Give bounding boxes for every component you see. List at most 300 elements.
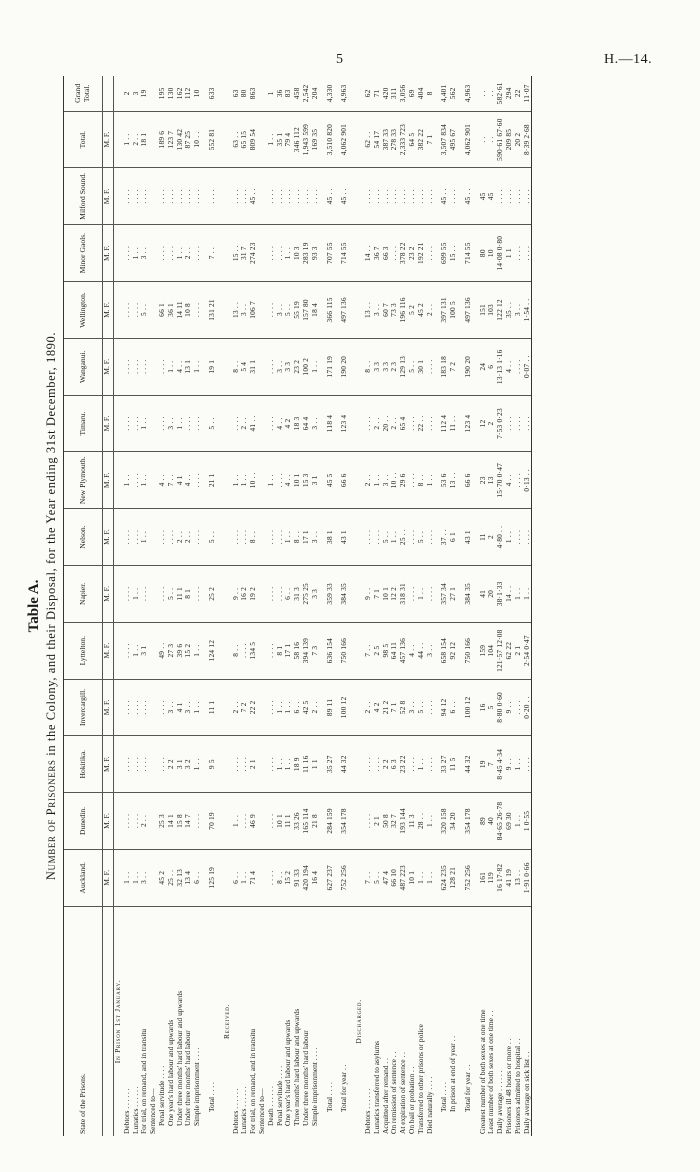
table-cell: 590·61 67·60 bbox=[496, 111, 505, 168]
table-cell: 1 . . bbox=[167, 338, 176, 395]
table-cell: 47 4 bbox=[382, 849, 391, 906]
table-cell: . . . . bbox=[267, 679, 276, 736]
table-cell: . . . . bbox=[426, 338, 435, 395]
document-code: H.—14. bbox=[604, 52, 653, 67]
table-cell: 40 bbox=[487, 793, 496, 850]
table-cell: 50 8 bbox=[382, 793, 391, 850]
table-row bbox=[408, 76, 417, 1136]
table-cell: 1,943 599 bbox=[302, 111, 311, 168]
row-label: One year's hard labour and upwards bbox=[283, 1019, 293, 1126]
table-cell: 129 13 bbox=[399, 338, 408, 395]
table-cell: 25 . . bbox=[399, 509, 408, 566]
table-cell: 5 . . bbox=[417, 679, 426, 736]
column-header-grand-total: Grand Total. bbox=[64, 76, 103, 111]
table-cell: 24 bbox=[479, 338, 488, 395]
table-cell: . . . . bbox=[184, 168, 193, 225]
table-cell: . . . . bbox=[364, 736, 373, 793]
table-cell: . . . . bbox=[514, 168, 523, 225]
table-cell: 15 . . bbox=[232, 225, 241, 282]
table-cell: 10 bbox=[193, 76, 202, 111]
row-label: Total for year . . bbox=[462, 1064, 472, 1112]
mf-subheader-row bbox=[103, 76, 114, 1136]
table-cell: 8 bbox=[426, 76, 435, 111]
table-cell: . . . . bbox=[399, 168, 408, 225]
table-cell: . . . . bbox=[426, 225, 435, 282]
table-cell: 21 2 bbox=[382, 679, 391, 736]
page-number: 5 bbox=[336, 52, 343, 67]
table-cell: 8 . . bbox=[276, 849, 285, 906]
table-cell: . . . . bbox=[132, 793, 141, 850]
table-cell: . . . . bbox=[514, 225, 523, 282]
table-cell: 3 bbox=[132, 76, 141, 111]
table-cell: 7 . . bbox=[208, 225, 217, 282]
table-cell: 1 . . bbox=[417, 565, 426, 622]
table-cell: 354 178 bbox=[340, 793, 349, 850]
row-label: Debtors . . . . . . bbox=[121, 1088, 131, 1134]
table-cell: . . . . bbox=[176, 168, 185, 225]
table-cell: 0·20 . . bbox=[523, 679, 532, 736]
table-cell: 100 12 bbox=[464, 679, 473, 736]
mf-label: M. F. bbox=[103, 282, 114, 339]
table-cell: 2,542 bbox=[302, 76, 311, 111]
table-cell: 3 3 bbox=[373, 338, 382, 395]
table-cell: 6 . . bbox=[284, 565, 293, 622]
table-cell: . . . . bbox=[132, 509, 141, 566]
table-cell: 1 0·55 bbox=[523, 793, 532, 850]
row-label: Least number of both sexes at one time . . bbox=[486, 1010, 496, 1134]
table-cell: 1 . . bbox=[140, 395, 149, 452]
table-cell: . . . . bbox=[426, 679, 435, 736]
table-cell: 1 . . bbox=[276, 679, 285, 736]
table-cell: 41 19 bbox=[505, 849, 514, 906]
table-cell: 6 3 bbox=[390, 736, 399, 793]
table-cell: 3 . . bbox=[140, 849, 149, 906]
table-cell: 89 11 bbox=[326, 679, 335, 736]
table-cell: 14 7 bbox=[184, 793, 193, 850]
table-cell: 1 . . bbox=[176, 225, 185, 282]
header-row bbox=[64, 76, 103, 1136]
table-cell: 1 . . bbox=[132, 565, 141, 622]
table-cell: 44 32 bbox=[340, 736, 349, 793]
table-cell: 1 . . bbox=[284, 679, 293, 736]
table-cell: 100 12 bbox=[340, 679, 349, 736]
table-cell: 4 . . bbox=[505, 338, 514, 395]
table-row bbox=[267, 76, 276, 1136]
table-cell: . . . . bbox=[132, 282, 141, 339]
table-cell: 7 3 bbox=[311, 622, 320, 679]
table-cell: 863 bbox=[249, 76, 258, 111]
row-label: Total . . . . bbox=[206, 1082, 216, 1112]
row-label: On remission of sentence . . bbox=[389, 1051, 399, 1134]
table-cell: 8 . . bbox=[364, 338, 373, 395]
table-cell: 89 bbox=[479, 793, 488, 850]
mf-label: M. F. bbox=[103, 793, 114, 850]
table-cell: 3 . . bbox=[167, 679, 176, 736]
caption-rest: in the Colony, and their Disposal, for the Year ending 31st December, 1890. bbox=[44, 331, 58, 760]
table-cell: . . . . bbox=[123, 395, 132, 452]
table-cell: . . . . bbox=[158, 395, 167, 452]
row-label: Lunatics . . . . . . bbox=[239, 1086, 249, 1134]
table-cell: 204 bbox=[311, 76, 320, 111]
table-cell: . . . . bbox=[276, 168, 285, 225]
table-cell: 11 3 bbox=[408, 793, 417, 850]
table-row bbox=[505, 76, 514, 1136]
table-cell: 36 7 bbox=[373, 225, 382, 282]
table-cell: 87 25 bbox=[184, 111, 193, 168]
table-cell: 45 . . bbox=[249, 168, 258, 225]
table-row bbox=[276, 76, 285, 1136]
table-cell: 6 . . bbox=[449, 679, 458, 736]
table-cell: . . . . bbox=[158, 679, 167, 736]
table-cell: 2 bbox=[487, 509, 496, 566]
caption-smallcaps: Number of Prisoners bbox=[44, 759, 58, 881]
table-cell: 3,507 834 bbox=[440, 111, 449, 168]
table-cell: . . . . bbox=[523, 225, 532, 282]
table-cell: 3 1 bbox=[176, 736, 185, 793]
table-cell: 497 136 bbox=[464, 282, 473, 339]
table-cell: 73 3 bbox=[390, 282, 399, 339]
row-label: Greatest number of both sexes at one time bbox=[477, 1009, 487, 1134]
table-cell: . . . . bbox=[505, 168, 514, 225]
table-cell: . . . . bbox=[140, 565, 149, 622]
table-cell: 37 . . bbox=[440, 509, 449, 566]
table-cell: 7 . . bbox=[364, 622, 373, 679]
table-cell: 8 . . bbox=[417, 452, 426, 509]
table-cell: 3 . . bbox=[184, 679, 193, 736]
table-cell: 3 . . bbox=[167, 395, 176, 452]
table-cell: 10 . . bbox=[193, 111, 202, 168]
table-cell: . . . . bbox=[267, 736, 276, 793]
table-cell: 64 5 bbox=[408, 111, 417, 168]
table-row bbox=[523, 76, 532, 1136]
table-cell: 1 . . bbox=[132, 225, 141, 282]
table-cell: . . . . bbox=[390, 168, 399, 225]
table-cell: 15 . . bbox=[449, 225, 458, 282]
table-cell: 3 . . bbox=[276, 282, 285, 339]
table-cell: 2 5 bbox=[373, 622, 382, 679]
table-cell: 13·13 1·16 bbox=[496, 338, 505, 395]
table-cell: 157 80 bbox=[302, 282, 311, 339]
row-label: For trial, on remand, and in transitu bbox=[139, 1028, 149, 1134]
table-cell: 10 8 bbox=[184, 282, 193, 339]
mf-label: M. F. bbox=[103, 338, 114, 395]
table-cell: 52 8 bbox=[399, 679, 408, 736]
table-cell: . . . . bbox=[123, 509, 132, 566]
table-row bbox=[284, 76, 293, 1136]
table-cell: 12 2 bbox=[390, 565, 399, 622]
table-cell: 5 2 bbox=[408, 282, 417, 339]
table-cell: 31 7 bbox=[240, 225, 249, 282]
row-label: Acquitted after remand . . bbox=[380, 1058, 390, 1134]
table-cell: 15 2 bbox=[184, 622, 193, 679]
table-cell: 209 85 bbox=[505, 111, 514, 168]
table-cell: 190 20 bbox=[464, 338, 473, 395]
table-cell: 7·53 0·23 bbox=[496, 395, 505, 452]
row-label: On bail or probation . . bbox=[406, 1066, 416, 1134]
table-cell: 378 22 bbox=[399, 225, 408, 282]
table-cell: 55 19 bbox=[293, 282, 302, 339]
table-cell: 41 . . bbox=[249, 395, 258, 452]
table-cell: 3 3 bbox=[311, 565, 320, 622]
table-cell: 5 . . bbox=[140, 282, 149, 339]
table-cell: 394 139 bbox=[302, 622, 311, 679]
table-cell: 45 2 bbox=[417, 282, 426, 339]
table-cell: . . . . bbox=[505, 395, 514, 452]
table-cell: 809 54 bbox=[249, 111, 258, 168]
table-cell: . . . . bbox=[267, 793, 276, 850]
table-cell: 123 4 bbox=[340, 395, 349, 452]
table-cell: . . . . bbox=[496, 168, 505, 225]
table-cell: 195 bbox=[158, 76, 167, 111]
table-cell: 1·54 . . bbox=[523, 282, 532, 339]
rotated-table-sheet bbox=[25, 76, 645, 1136]
table-cell: . . . . bbox=[240, 736, 249, 793]
column-header-prison: New Plymouth. bbox=[64, 452, 103, 509]
table-cell: 23 bbox=[479, 452, 488, 509]
section-heading-jan-label: In Prison 1st January. bbox=[113, 979, 122, 1064]
table-cell: 397 131 bbox=[440, 282, 449, 339]
table-cell: 278 33 bbox=[390, 111, 399, 168]
table-cell: 22 2 bbox=[249, 679, 258, 736]
table-cell: . . . . bbox=[232, 509, 241, 566]
table-cell: 58 16 bbox=[293, 622, 302, 679]
table-cell: 1 . . bbox=[140, 452, 149, 509]
mf-label: M. F. bbox=[103, 565, 114, 622]
table-cell: 16 bbox=[479, 679, 488, 736]
table-cell: . . . . bbox=[364, 395, 373, 452]
row-label: Death . . . . . . bbox=[265, 1086, 275, 1126]
row-label: Penal servitude . . . . bbox=[156, 1065, 166, 1126]
row-label: Penal servitude . . . . bbox=[274, 1065, 284, 1126]
table-cell: 31 1 bbox=[249, 338, 258, 395]
table-cell: 93 3 bbox=[311, 225, 320, 282]
table-cell: 119 bbox=[487, 849, 496, 906]
table-cell: 458 bbox=[293, 76, 302, 111]
table-cell: 2 . . bbox=[390, 395, 399, 452]
table-cell: 1 . . bbox=[232, 452, 241, 509]
table-cell: 13 . . bbox=[232, 282, 241, 339]
table-cell: 6 . . bbox=[293, 679, 302, 736]
table-cell: 80 bbox=[240, 76, 249, 111]
mf-label: M. F. bbox=[103, 736, 114, 793]
table-cell: 42 5 bbox=[302, 679, 311, 736]
table-cell: 12 bbox=[479, 395, 488, 452]
table-cell: . . . . bbox=[193, 282, 202, 339]
table-cell: 1 . . bbox=[132, 622, 141, 679]
table-cell: 151 bbox=[479, 282, 488, 339]
table-cell: 130 42 bbox=[176, 111, 185, 168]
table-cell: . . . . bbox=[240, 168, 249, 225]
table-cell: . . . . bbox=[426, 736, 435, 793]
table-cell: . . . . bbox=[364, 793, 373, 850]
table-cell: . . . . bbox=[267, 849, 276, 906]
table-cell: 1 . . bbox=[232, 793, 241, 850]
table-cell: 45 bbox=[487, 168, 496, 225]
table-cell: . . . . bbox=[123, 168, 132, 225]
table-cell: 36 bbox=[276, 76, 285, 111]
table-cell: 2 1 bbox=[249, 736, 258, 793]
table-cell: 22 bbox=[514, 76, 523, 111]
table-cell: 192 21 bbox=[417, 225, 426, 282]
table-cell: . . . . bbox=[158, 338, 167, 395]
table-row bbox=[417, 76, 426, 1136]
table-row bbox=[464, 76, 473, 1136]
table-cell: 1 . . bbox=[311, 338, 320, 395]
table-cell: 71 4 bbox=[249, 849, 258, 906]
table-cell: 15 2 bbox=[284, 849, 293, 906]
table-row bbox=[132, 76, 141, 1136]
row-label: Total . . . . bbox=[439, 1082, 449, 1112]
table-cell: 2 . . bbox=[184, 225, 193, 282]
table-cell: 318 31 bbox=[399, 565, 408, 622]
table-cell: 25 . . bbox=[167, 849, 176, 906]
mf-label: M. F. bbox=[103, 849, 114, 906]
table-cell: 354 178 bbox=[464, 793, 473, 850]
table-cell: 4 . . bbox=[184, 452, 193, 509]
row-label: Prisoners admitted to hospital . . bbox=[512, 1038, 522, 1134]
table-cell: . . . . bbox=[267, 282, 276, 339]
table-cell: . . . . bbox=[140, 168, 149, 225]
table-cell: 10 . . bbox=[390, 452, 399, 509]
mf-label: M. F. bbox=[103, 622, 114, 679]
table-cell: 750 166 bbox=[340, 622, 349, 679]
table-cell: . . . . bbox=[382, 168, 391, 225]
table-cell: 19 bbox=[479, 736, 488, 793]
table-cell: . . . . bbox=[523, 509, 532, 566]
table-cell: 14 . . bbox=[505, 565, 514, 622]
table-cell: 2 . . bbox=[232, 679, 241, 736]
table-cell: 10 1 bbox=[276, 793, 285, 850]
table-row bbox=[149, 76, 158, 1136]
table-cell: . . . . bbox=[193, 452, 202, 509]
table-cell: 4,963 bbox=[340, 76, 349, 111]
table-cell: . . . . bbox=[284, 168, 293, 225]
table-cell: 45 . . bbox=[340, 168, 349, 225]
table-cell: 94 12 bbox=[440, 679, 449, 736]
column-header-prison: Dunedin. bbox=[64, 793, 103, 850]
table-cell: 9 . . bbox=[364, 565, 373, 622]
table-cell: 627 237 bbox=[326, 849, 335, 906]
table-row bbox=[440, 76, 449, 1136]
table-cell: 1 . . bbox=[505, 509, 514, 566]
column-header-prison: Auckland. bbox=[64, 849, 103, 906]
table-cell: 23 2 bbox=[408, 225, 417, 282]
table-cell: . . . . bbox=[193, 225, 202, 282]
table-cell: 44 32 bbox=[464, 736, 473, 793]
table-cell: 38·1·33 bbox=[496, 565, 505, 622]
table-cell: 7 1 bbox=[373, 565, 382, 622]
table-cell: 14 1 bbox=[167, 793, 176, 850]
table-cell: 18 1 bbox=[140, 111, 149, 168]
table-cell: 18 4 bbox=[311, 282, 320, 339]
table-cell: 60 7 bbox=[382, 282, 391, 339]
table-cell: . . . . bbox=[184, 395, 193, 452]
table-cell: 45 . . bbox=[464, 168, 473, 225]
table-cell: . . . . bbox=[426, 395, 435, 452]
table-cell: 22 . . bbox=[417, 395, 426, 452]
table-row bbox=[293, 76, 302, 1136]
table-cell: 17 1 bbox=[302, 509, 311, 566]
table-cell: 2 2 bbox=[382, 736, 391, 793]
table-cell: 41 bbox=[479, 565, 488, 622]
table-cell: 2 . . bbox=[373, 395, 382, 452]
table-cell: . . . . bbox=[240, 793, 249, 850]
table-cell: 4,062 901 bbox=[340, 111, 349, 168]
table-cell: . . . . bbox=[514, 395, 523, 452]
table-cell: 1 bbox=[267, 76, 276, 111]
table-cell: . . . . bbox=[240, 509, 249, 566]
table-cell: . . . . bbox=[449, 168, 458, 225]
table-row bbox=[311, 76, 320, 1136]
table-row bbox=[184, 76, 193, 1136]
column-header-prison: Hokitika. bbox=[64, 736, 103, 793]
row-label: Lunatics . . . . . . bbox=[130, 1086, 140, 1134]
table-cell: 62 22 bbox=[505, 622, 514, 679]
table-cell: 11·07 bbox=[523, 76, 532, 111]
table-cell: 8 . . bbox=[293, 509, 302, 566]
table-cell: 1 . . bbox=[123, 111, 132, 168]
table-cell: 35 27 bbox=[326, 736, 335, 793]
table-cell: 112 4 bbox=[440, 395, 449, 452]
table-cell: 31 3 bbox=[293, 565, 302, 622]
table-cell: 13 1 bbox=[184, 338, 193, 395]
table-cell: 124 12 bbox=[208, 622, 217, 679]
table-row bbox=[479, 76, 488, 1136]
row-label: Prisoners ill 48 hours or more . . bbox=[504, 1038, 514, 1134]
table-cell: . . . . bbox=[426, 509, 435, 566]
table-cell: 35 1 bbox=[276, 111, 285, 168]
table-cell: 19 bbox=[140, 76, 149, 111]
table-cell: 4 2 bbox=[373, 679, 382, 736]
table-cell: . . . . bbox=[364, 509, 373, 566]
table-cell: 66 3 bbox=[382, 225, 391, 282]
table-cell: 8·39 2·68 bbox=[523, 111, 532, 168]
table-cell: 27 1 bbox=[449, 565, 458, 622]
table-cell: 294 bbox=[505, 76, 514, 111]
table-cell: 2 bbox=[487, 395, 496, 452]
table-cell: . . . . bbox=[158, 565, 167, 622]
table-cell: 11 1 bbox=[284, 793, 293, 850]
table-row bbox=[364, 76, 373, 1136]
table-cell: . . . . bbox=[408, 736, 417, 793]
table-cell: 18 3 bbox=[293, 395, 302, 452]
table-row bbox=[514, 76, 523, 1136]
table-cell: 366 115 bbox=[326, 282, 335, 339]
table-cell: 1 . . bbox=[240, 452, 249, 509]
table-cell: 1 . . bbox=[373, 452, 382, 509]
table-cell: 750 166 bbox=[464, 622, 473, 679]
table-cell: . . . . bbox=[276, 565, 285, 622]
row-label: In prison at end of year . . bbox=[448, 1035, 458, 1112]
table-cell: 3 . . bbox=[514, 282, 523, 339]
row-label: Total . . . . bbox=[324, 1082, 334, 1112]
table-cell: 123 7 bbox=[167, 111, 176, 168]
table-cell: 1 . . bbox=[267, 452, 276, 509]
table-cell: . . . . bbox=[193, 395, 202, 452]
table-cell: 283 19 bbox=[302, 225, 311, 282]
table-cell: 10 1 bbox=[408, 849, 417, 906]
table-cell: 5 . . bbox=[373, 849, 382, 906]
table-cell: 387 33 bbox=[382, 111, 391, 168]
table-cell: 27 3 bbox=[167, 622, 176, 679]
table-row bbox=[487, 76, 496, 1136]
table-row bbox=[382, 76, 391, 1136]
table-cell: 21 1 bbox=[208, 452, 217, 509]
table-cell: 34 20 bbox=[449, 793, 458, 850]
table-cell: 3 3 bbox=[284, 338, 293, 395]
table-cell: 190 20 bbox=[340, 338, 349, 395]
table-cell: . . . . bbox=[193, 793, 202, 850]
